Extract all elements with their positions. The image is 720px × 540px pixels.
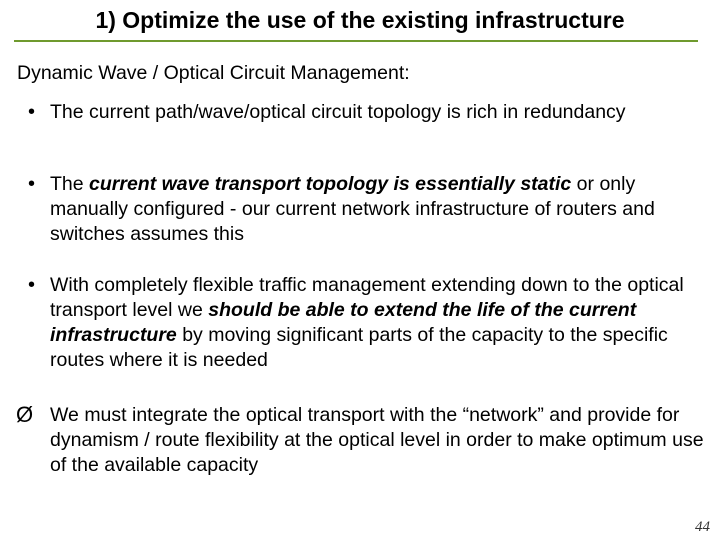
title-underline: [14, 40, 698, 42]
bullet-item-1-text: The current path/wave/optical circuit topology is rich in redundancy: [50, 101, 626, 123]
bullet-item-1: [50, 100, 710, 125]
intro-heading: Dynamic Wave / Optical Circuit Management:: [17, 62, 410, 84]
conclusion-text: We must integrate the optical transport with the “network” and provide for dynamism / route flexibility at the optical level in order to make optimum use of the available capacity: [50, 404, 704, 476]
bullet-item-3: [50, 273, 710, 373]
bullet-item-2-emphasis: current wave transport topology is essentially static: [89, 173, 572, 195]
bullet-item-3-text-pre: With completely flexible traffic management extending down to the optical transport level we: [50, 274, 684, 321]
bullet-dot-3: •: [28, 274, 36, 296]
page-number: 44: [695, 519, 710, 535]
conclusion-item: [50, 403, 710, 478]
bullet-item-3-text-post: by moving significant parts of the capacity to the specific routes where it is needed: [50, 324, 668, 371]
bullet-dot-2: •: [28, 173, 36, 195]
bullet-dot-1: •: [28, 101, 36, 123]
slide-title: 1) Optimize the use of the existing infrastructure: [95, 7, 625, 33]
bullet-item-2-text-post: or only manually configured - our current network infrastructure of routers and switches assumes this: [50, 173, 655, 245]
bullet-item-2: [50, 172, 710, 247]
bullet-item-2-text-pre: The: [50, 173, 90, 195]
arrow-bullet-icon: Ø: [16, 402, 34, 427]
bullet-item-3-emphasis: should be able to extend the life of the current infrastructure: [50, 299, 637, 346]
